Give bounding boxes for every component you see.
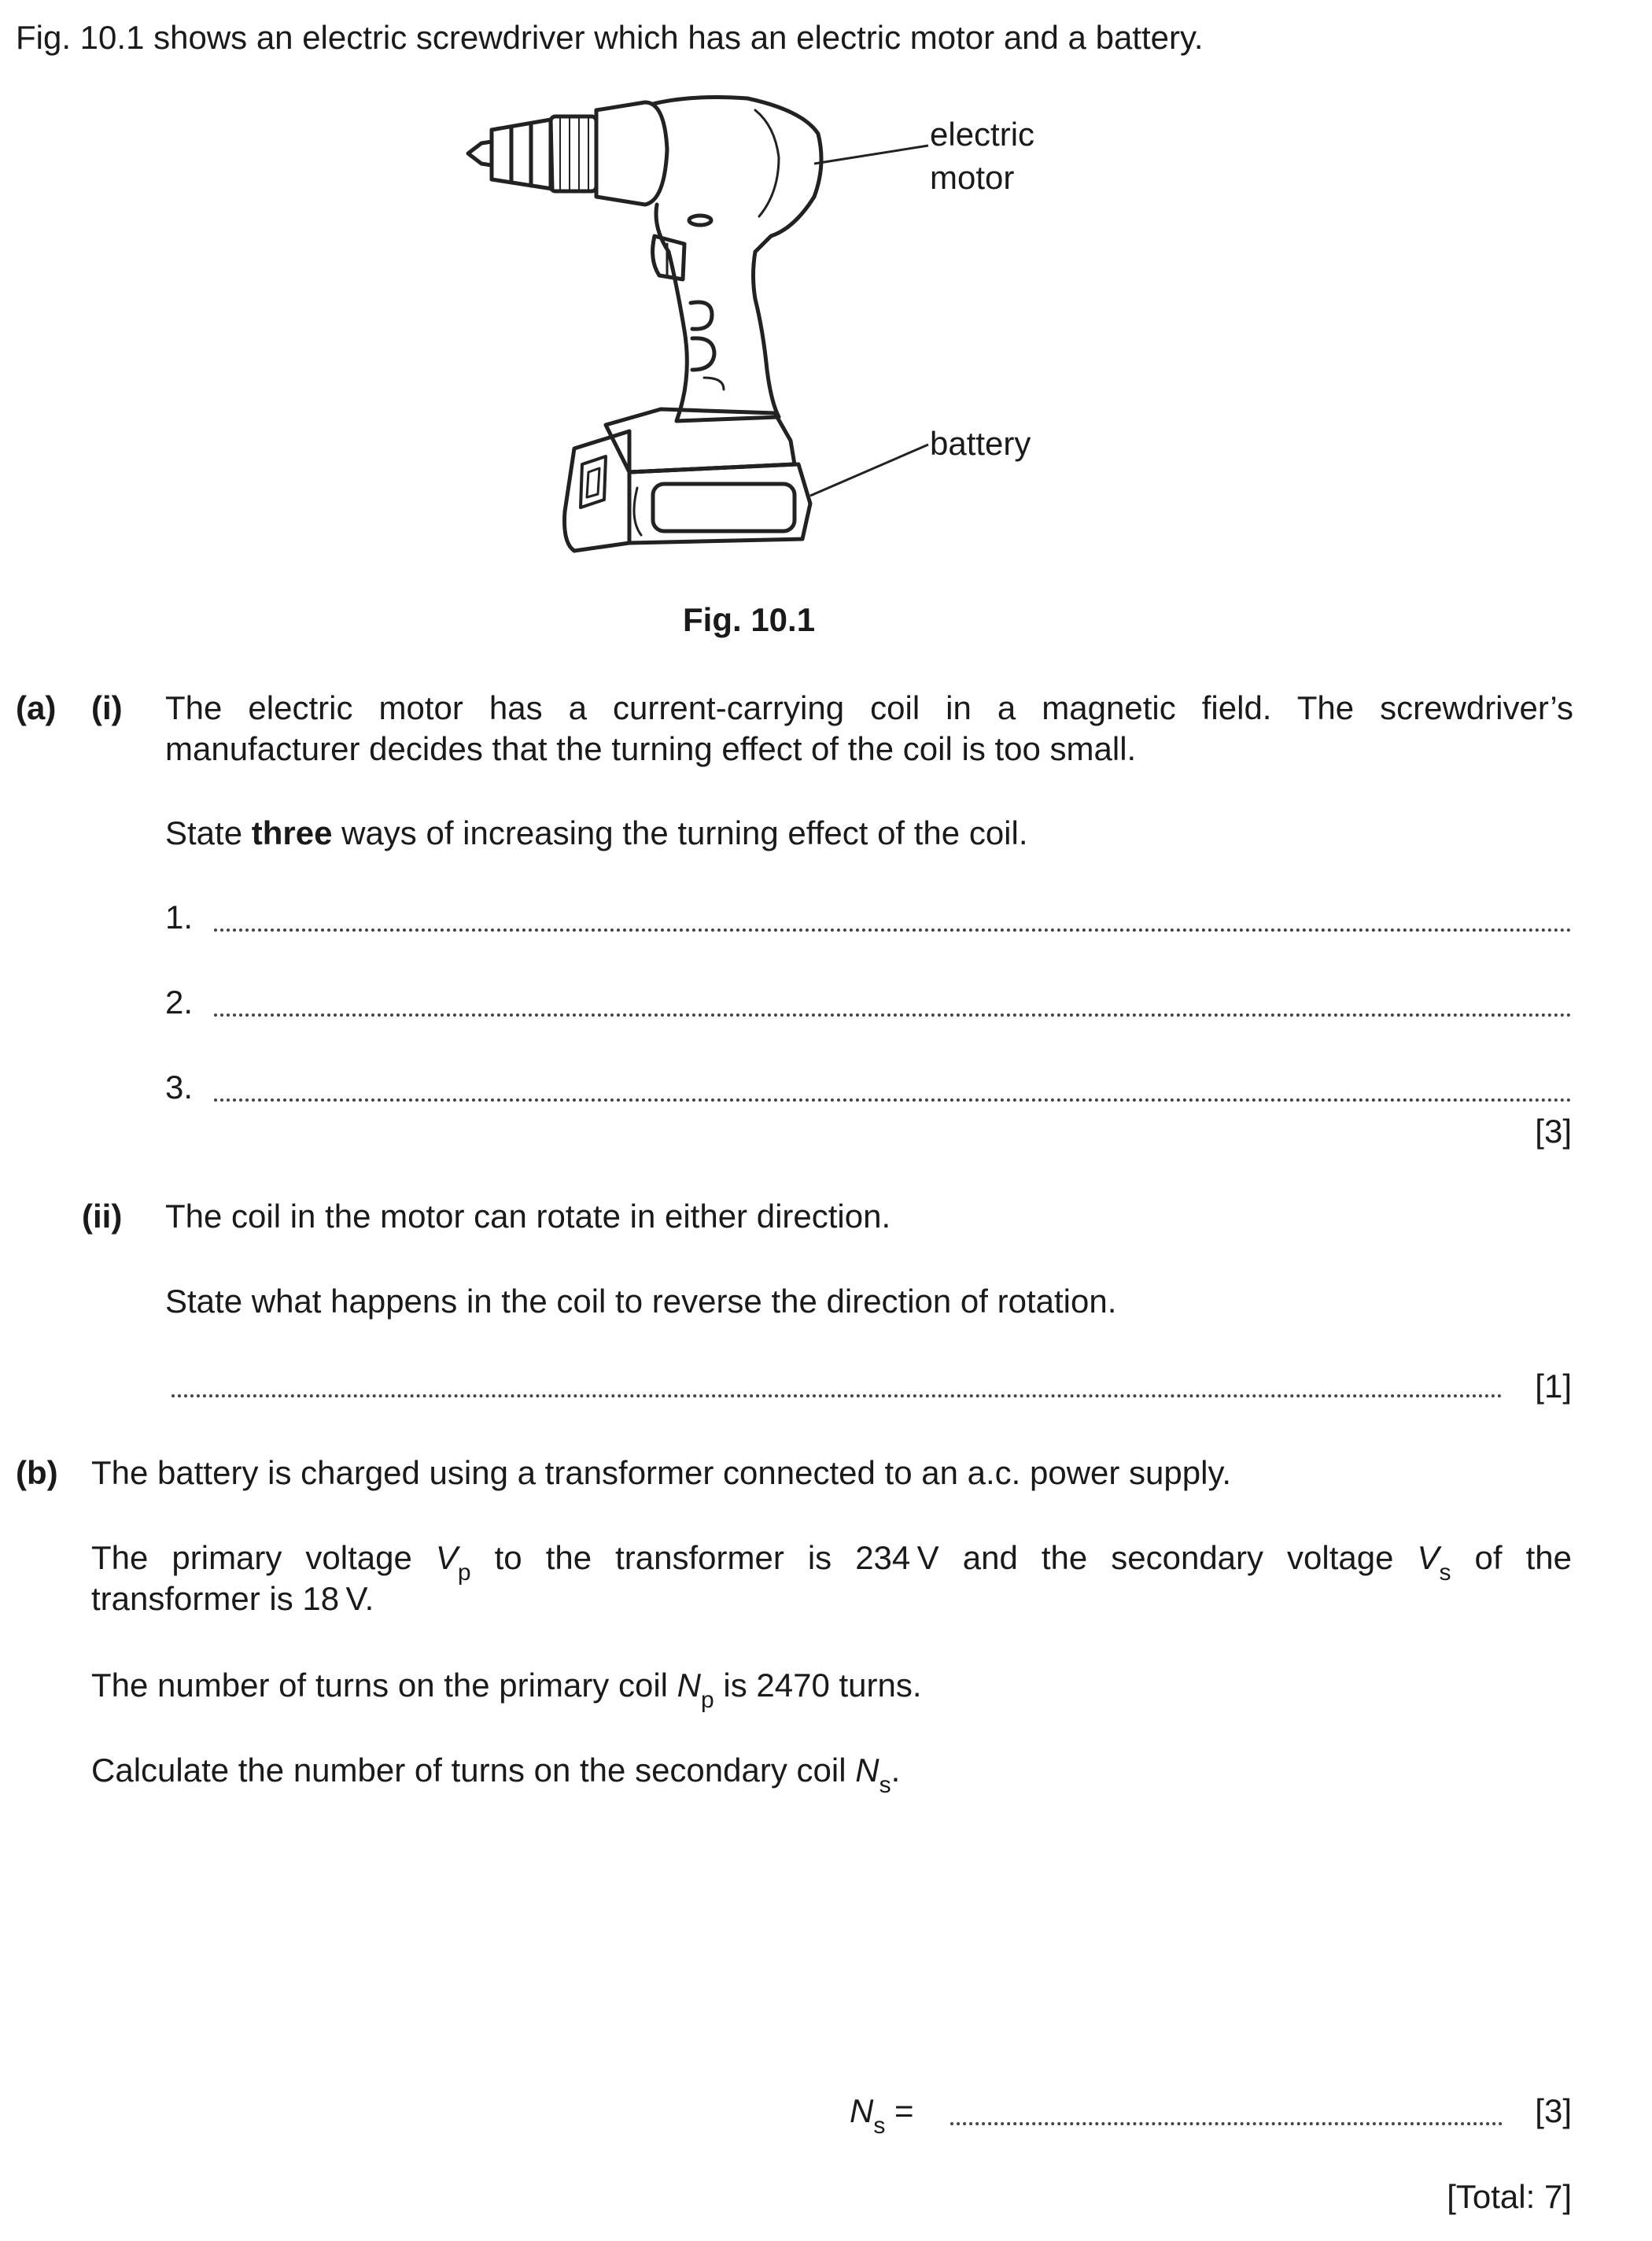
part-b-text1: The battery is charged using a transformer connected to an a.c. power supply. — [91, 1454, 1231, 1491]
part-a-i-instruction: State three ways of increasing the turning effect of the coil. — [165, 814, 1028, 851]
marks-b: [3] — [1535, 2092, 1572, 2129]
part-a-label: (a) — [16, 689, 57, 726]
answer-line-1[interactable] — [214, 929, 1572, 932]
part-b-text3: The number of turns on the primary coil $N_p$ is 2470 turns. — [91, 1667, 922, 1713]
part-b-label: (b) — [16, 1454, 58, 1491]
total-marks: [Total: 7] — [1447, 2178, 1572, 2215]
part-a-i-text-line2: manufacturer decides that the turning effect of the coil is too small. — [165, 730, 1137, 767]
intro-text: Fig. 10.1 shows an electric screwdriver which has an electric motor and a battery. — [16, 19, 1204, 56]
part-b-text4: Calculate the number of turns on the secondary coil $N_s$. — [91, 1752, 901, 1798]
label-battery: battery — [930, 425, 1031, 462]
part-b-text2-line2: transformer is 18 V. — [91, 1580, 374, 1617]
motor-housing — [653, 98, 821, 421]
marks-a-ii: [1] — [1535, 1368, 1572, 1405]
part-a-ii-text: The coil in the motor can rotate in either direction. — [165, 1198, 891, 1235]
ns-answer-line[interactable] — [950, 2122, 1503, 2125]
label-motor-line1: electric — [930, 116, 1035, 153]
label-motor-line2: motor — [930, 159, 1015, 196]
chuck-tip — [468, 142, 492, 165]
chuck — [492, 120, 552, 189]
figure-caption: Fig. 10.1 — [683, 601, 816, 638]
battery-release-button — [581, 456, 606, 508]
marks-a-i: [3] — [1535, 1113, 1572, 1150]
screwdriver-figure — [0, 79, 1652, 661]
answer-line-2[interactable] — [214, 1013, 1572, 1017]
part-a-ii-instruction: State what happens in the coil to reverse the direction of rotation. — [165, 1283, 1117, 1320]
part-b-text2-line1: The primary voltage $V_p$ to the transformer is 234 V and the secondary voltage $V_s$ of the — [91, 1539, 1572, 1586]
ns-answer-label: $N_s$ = — [850, 2092, 914, 2139]
collar — [551, 116, 596, 191]
answer-line-3[interactable] — [214, 1098, 1572, 1102]
part-a-i-text-line1: The electric motor has a current-carrying coil in a magnetic field. The screwdriver’s — [165, 689, 1573, 726]
answer-line-a-ii[interactable] — [171, 1394, 1503, 1397]
part-a-ii-label: (ii) — [82, 1198, 123, 1235]
answer-label-3: 3. — [165, 1069, 194, 1106]
part-a-i-label: (i) — [91, 689, 123, 726]
gear-housing — [596, 102, 667, 205]
answer-label-1: 1. — [165, 899, 194, 936]
answer-label-2: 2. — [165, 984, 194, 1021]
